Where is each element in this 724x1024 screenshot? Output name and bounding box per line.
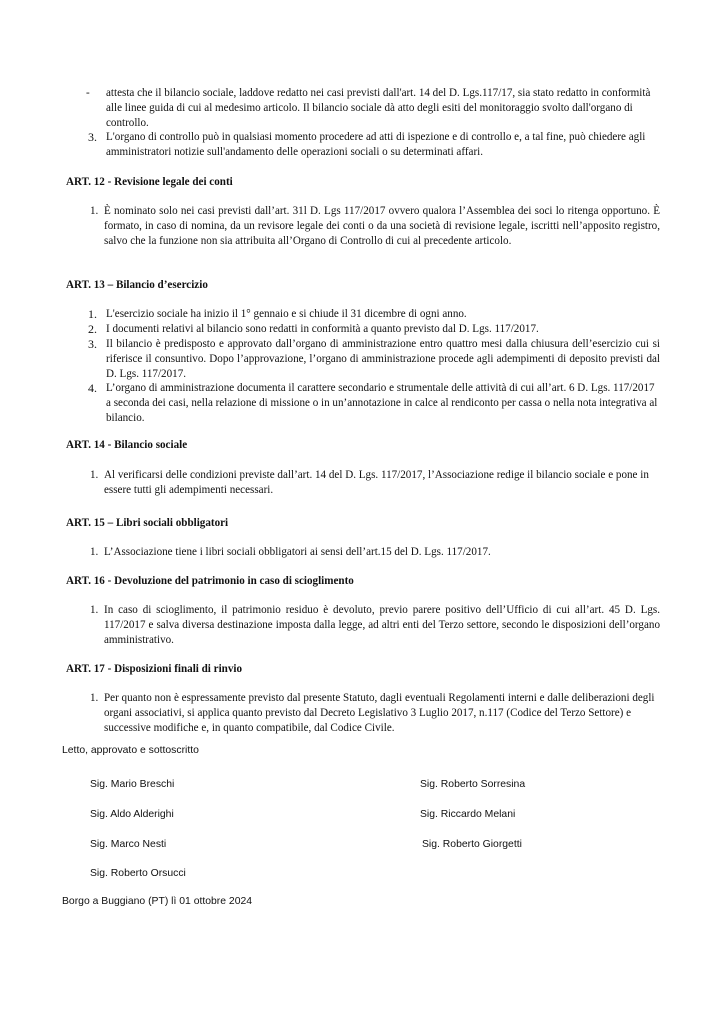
list-item bbox=[90, 204, 660, 249]
list-item bbox=[90, 468, 660, 498]
list-item bbox=[88, 307, 660, 322]
list-marker: 1. bbox=[88, 307, 97, 321]
list-marker: 3. bbox=[88, 337, 97, 351]
list-marker: 1. bbox=[90, 692, 99, 704]
approval-line: Letto, approvato e sottoscritto bbox=[62, 745, 199, 756]
list-item-text: L'esercizio sociale ha inizio il 1° gennaio e si chiude il 31 dicembre di ogni anno. bbox=[106, 308, 467, 320]
section-heading: ART. 17 - Disposizioni finali di rinvio bbox=[66, 663, 243, 675]
list-item-text: Il bilancio è predisposto e approvato dall’organo di amministrazione entro quattro mesi dalla chiusura dell’esercizio cui si riferisce il consuntivo. Dopo l’approvazione, l’organo di amministrazione procede agli adempimenti di deposito previsti dal D. Lgs. 117/2017. bbox=[106, 338, 660, 380]
signatory: Sig. Roberto Giorgetti bbox=[422, 839, 522, 850]
signatory: Sig. Marco Nesti bbox=[90, 839, 167, 850]
list-marker: 3. bbox=[88, 130, 97, 144]
signatory: Sig. Mario Breschi bbox=[90, 779, 175, 790]
list-marker: 1. bbox=[90, 604, 99, 616]
signatory: Sig. Roberto Orsucci bbox=[90, 868, 186, 879]
list-item-text: attesta che il bilancio sociale, laddove redatto nei casi previsti dall'art. 14 del D. Lgs.117/17, sia stato redatto in conformità alle linee guida di cui al medesimo articolo. Il bilancio sociale dà atto degli esiti del monitoraggio svolto dall'organo di controllo. bbox=[106, 87, 651, 129]
list-marker: - bbox=[86, 87, 90, 99]
place-date: Borgo a Buggiano (PT) lì 01 ottobre 2024 bbox=[62, 896, 253, 907]
section-heading: ART. 13 – Bilancio d’esercizio bbox=[66, 279, 208, 291]
list-item-text: L’organo di amministrazione documenta il carattere secondario e strumentale delle attività di cui all’art. 6 D. Lgs. 117/2017 a seconda dei casi, nella relazione di missione o in un’annotazione in calce al rendiconto per cassa o nella nota integrativa al bilancio. bbox=[106, 382, 658, 424]
list-item bbox=[90, 545, 660, 560]
list-marker: 1. bbox=[90, 205, 99, 217]
signatory: Sig. Roberto Sorresina bbox=[420, 779, 526, 790]
list-item-text: L’Associazione tiene i libri sociali obbligatori ai sensi dell’art.15 del D. Lgs. 117/2017. bbox=[104, 546, 491, 558]
list-item bbox=[88, 322, 660, 337]
list-item-dash bbox=[86, 86, 660, 131]
section-heading: ART. 14 - Bilancio sociale bbox=[66, 439, 188, 451]
list-marker: 1. bbox=[90, 469, 99, 481]
list-item-text: Al verificarsi delle condizioni previste dall’art. 14 del D. Lgs. 117/2017, l’Associazione redige il bilancio sociale e pone in essere tutti gli adempimenti necessari. bbox=[104, 469, 649, 496]
list-item bbox=[88, 381, 660, 426]
list-item bbox=[88, 337, 660, 382]
list-item-text: In caso di scioglimento, il patrimonio residuo è devoluto, previo parere positivo dell’Ufficio di cui all’art. 45 D. Lgs. 117/2017 e salva diversa destinazione imposta dalla legge, ad altri enti del Terzo settore, secondo le disposizioni dell’organo amministrativo. bbox=[104, 604, 660, 646]
list-item-text: L'organo di controllo può in qualsiasi momento procedere ad atti di ispezione e di controllo e, a tal fine, può chiedere agli amministratori notizie sull'andamento delle operazioni sociali o su determinati affari. bbox=[106, 131, 646, 158]
list-marker: 1. bbox=[90, 546, 99, 558]
list-item-text: È nominato solo nei casi previsti dall’art. 31l D. Lgs 117/2017 ovvero qualora l’Assemblea dei soci lo ritenga opportuno. È formato, in caso di nomina, da un revisore legale dei conti o da una società di revisione legale, iscritti nell’apposito registro, salvo che la funzione non sia attribuita all’Organo di Controllo di cui al precedente articolo. bbox=[104, 205, 660, 247]
list-item bbox=[88, 130, 660, 160]
list-marker: 4. bbox=[88, 381, 97, 395]
signatory: Sig. Riccardo Melani bbox=[420, 809, 516, 820]
section-heading: ART. 16 - Devoluzione del patrimonio in caso di scioglimento bbox=[66, 575, 354, 587]
section-heading: ART. 12 - Revisione legale dei conti bbox=[66, 176, 233, 188]
section-heading: ART. 15 – Libri sociali obbligatori bbox=[66, 517, 229, 529]
list-item-text: I documenti relativi al bilancio sono redatti in conformità a quanto previsto dal D. Lgs. 117/2017. bbox=[106, 323, 539, 335]
list-marker: 2. bbox=[88, 322, 97, 336]
list-item-text: Per quanto non è espressamente previsto dal presente Statuto, dagli eventuali Regolamenti interni e dalle deliberazioni degli organi associativi, si applica quanto previsto dal Decreto Legislativo 3 Luglio 2017, n.117 (Codice del Terzo Settore) e successive modifiche e, in quanto compatibile, dal Codice Civile. bbox=[104, 692, 655, 734]
list-item bbox=[90, 691, 660, 736]
signatory: Sig. Aldo Alderighi bbox=[90, 809, 174, 820]
list-item bbox=[90, 603, 660, 648]
